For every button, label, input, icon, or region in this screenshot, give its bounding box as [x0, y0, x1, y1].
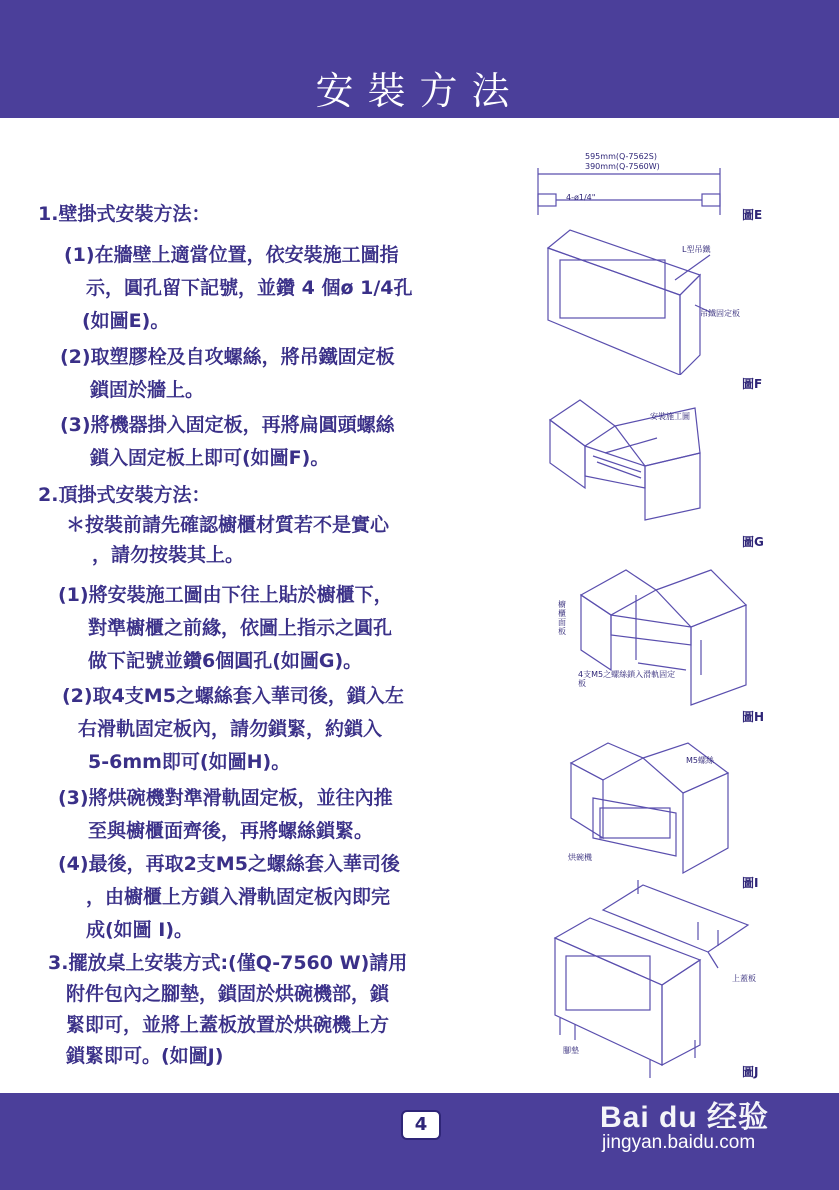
text-line: 示，圓孔留下記號，並鑽 4 個ø 1/4孔: [86, 277, 413, 299]
plate-label: 吊鐵固定板: [700, 309, 740, 318]
text-line: (1)將安裝施工圖由下往上貼於櫥櫃下，: [58, 584, 393, 606]
top-cover-label: 上蓋板: [732, 974, 756, 983]
figure-e-illustration: [530, 160, 763, 375]
text-line: (2)取塑膠栓及自攻螺絲，將吊鐵固定板: [60, 346, 395, 368]
header-bar: [0, 0, 839, 118]
section-2-heading: [38, 484, 210, 506]
watermark-url: jingyan.baidu.com: [602, 1132, 756, 1153]
text-line: ，請勿按裝其上。: [92, 544, 245, 566]
text-line: (4)最後，再取2支M5之螺絲套入華司後: [58, 853, 400, 875]
foot-pad-label: 腳墊: [563, 1046, 579, 1055]
text-line: 右滑軌固定板內，請勿鎖緊，約鎖入: [78, 718, 383, 740]
bracket-label: L型吊鐵: [682, 245, 711, 254]
install-template-label: 安裝施工圖: [650, 412, 690, 421]
text-line: (如圖E)。: [82, 310, 170, 332]
dimension-label: 390mm(Q-7560W): [585, 162, 660, 171]
text-line: 鎖緊即可。(如圖J): [66, 1045, 224, 1067]
step-1-1: [64, 239, 413, 338]
figure-g-label: 圖G: [742, 535, 764, 549]
screw-rail-label: 4支M5之螺絲鎖入滑軌固定板: [578, 670, 676, 688]
step-2-4: [58, 848, 400, 947]
text-line: 成(如圖 I)。: [86, 919, 194, 941]
step-2-3: [58, 782, 393, 848]
text-line: 3.擺放桌上安裝方式:(僅Q-7560 W)請用: [48, 952, 408, 974]
page-number: 4: [401, 1110, 441, 1140]
text-line: 做下記號並鑽6個圓孔(如圖G)。: [88, 650, 363, 672]
step-1-3: [60, 409, 395, 475]
text-line: 至與櫥櫃面齊後，再將螺絲鎖緊。: [88, 820, 374, 842]
text-line: 1.壁掛式安裝方法：: [38, 203, 211, 225]
text-line: ＊按裝前請先確認櫥櫃材質若不是實心: [66, 514, 390, 536]
figure-e-label: 圖E: [742, 208, 763, 222]
section-2-note: [66, 510, 389, 570]
text-line: (1)在牆壁上適當位置，依安裝施工圖指: [64, 244, 399, 266]
section-1-heading: [38, 203, 210, 225]
step-1-2: [60, 341, 395, 407]
figure-i-label: 圖I: [742, 876, 759, 890]
watermark: [600, 1092, 770, 1153]
figure-h-label: 圖H: [742, 710, 765, 724]
watermark-logo: Bai du 经验: [600, 1101, 770, 1134]
text-line: (3)將機器掛入固定板，再將扁圓頭螺絲: [60, 414, 395, 436]
text-line: 緊即可，並將上蓋板放置於烘碗機上方: [66, 1014, 390, 1036]
machine-label: 烘碗機: [568, 853, 592, 862]
step-2-2: [62, 680, 404, 779]
dimension-label: 595mm(Q-7562S): [585, 152, 657, 161]
section-3: [48, 948, 407, 1072]
step-2-1: [58, 579, 393, 678]
text-line: 鎖入固定板上即可(如圖F)。: [90, 447, 330, 469]
text-line: ，由櫥櫃上方鎖入滑軌固定板內即完: [86, 886, 391, 908]
hole-label: 4-ø1/4": [566, 193, 596, 202]
figure-f-label: 圖F: [742, 377, 763, 391]
text-line: (3)將烘碗機對準滑軌固定板，並往內推: [58, 787, 393, 809]
cabinet-side-label: 櫥櫃面板: [558, 600, 566, 636]
page-title: 安裝方法: [315, 69, 524, 113]
text-line: (2)取4支M5之螺絲套入華司後，鎖入左: [62, 685, 404, 707]
m5-screw-label: M5螺絲: [686, 756, 714, 765]
text-line: 2.頂掛式安裝方法：: [38, 484, 211, 506]
figure-j-label: 圖J: [742, 1065, 759, 1079]
text-line: 鎖固於牆上。: [90, 379, 205, 401]
text-line: 附件包內之腳墊，鎖固於烘碗機部，鎖: [66, 983, 390, 1005]
figure-g-illustration: [576, 565, 756, 710]
text-line: 對準櫥櫃之前緣，依圖上指示之圓孔: [88, 617, 393, 639]
text-line: 5-6mm即可(如圖H)。: [88, 751, 291, 773]
